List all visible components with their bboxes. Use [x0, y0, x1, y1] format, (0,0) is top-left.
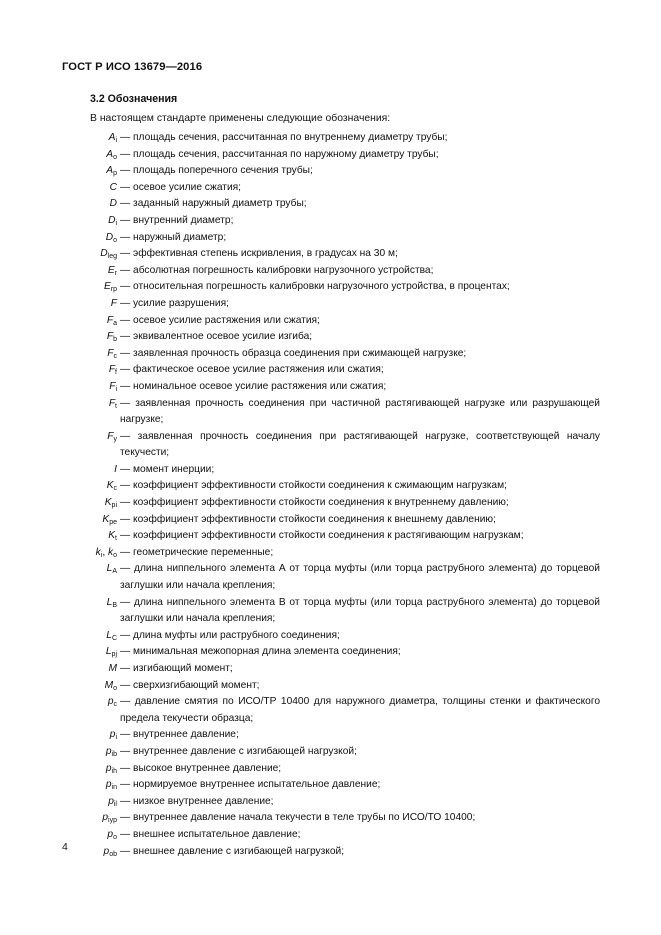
symbol-notation — [0, 313, 117, 330]
symbol-row — [0, 396, 661, 429]
symbol-letter: k — [108, 546, 114, 558]
symbol-subscript: leg — [107, 253, 117, 261]
symbol-row — [0, 844, 661, 861]
symbol-notation — [0, 528, 117, 545]
symbol-description: — минимальная межопорная длина элемента соединения; — [120, 644, 600, 661]
symbol-row — [0, 644, 661, 661]
symbol-description: — заявленная прочность соединения при растягивающей нагрузке, соответствующей началу текучести; — [120, 429, 600, 462]
symbol-letter: F — [109, 380, 116, 392]
symbol-row — [0, 761, 661, 778]
symbol-subscript: r — [114, 269, 117, 277]
symbol-description: — эквивалентное осевое усилие изгиба; — [120, 329, 600, 346]
symbol-notation — [0, 478, 117, 495]
symbol-subscript: c — [113, 701, 117, 709]
symbol-notation — [0, 794, 117, 811]
symbol-subscript: c — [113, 485, 117, 493]
symbol-letter: p — [105, 745, 112, 757]
symbol-notation — [0, 694, 117, 711]
symbol-description: — внутреннее давление с изгибающей нагрузкой; — [120, 744, 600, 761]
symbol-row — [0, 180, 661, 197]
symbol-description: — усилие разрушения; — [120, 296, 600, 313]
symbol-description: — длина ниппельного элемента А от торца муфты (или торца раструбного элемента) до торцевой заглушки или начала крепления; — [120, 561, 600, 594]
symbol-notation — [0, 495, 117, 512]
symbol-letter: F — [110, 297, 117, 309]
symbol-description: — внешнее давление с изгибающей нагрузкой; — [120, 844, 600, 861]
symbol-letter: p — [109, 729, 116, 741]
symbol-description: — внутреннее давление; — [120, 727, 600, 744]
symbol-letter: p — [105, 762, 112, 774]
symbol-letter: A — [106, 165, 114, 177]
symbol-description: — внутреннее давление начала текучести в теле трубы по ИСО/ТО 10400; — [120, 810, 600, 827]
symbol-letter: L — [106, 596, 113, 608]
symbol-row — [0, 230, 661, 247]
symbol-subscript: c — [113, 352, 117, 360]
symbol-description: — коэффициент эффективности стойкости соединения к сжимающим нагрузкам; — [120, 478, 600, 495]
symbol-description: — номинальное осевое усилие растяжения или сжатия; — [120, 379, 600, 396]
symbol-description: — эффективная степень искривления, в градусах на 30 м; — [120, 246, 600, 263]
symbol-notation — [0, 396, 117, 413]
symbol-letter: A — [108, 132, 116, 143]
symbol-subscript: o — [113, 684, 117, 692]
symbol-subscript: i — [115, 137, 117, 144]
symbol-row — [0, 827, 661, 844]
symbol-description: — заданный наружный диаметр трубы; — [120, 196, 600, 213]
symbol-letter: L — [106, 629, 112, 641]
document-header: ГОСТ Р ИСО 13679—2016 — [62, 61, 203, 73]
symbol-subscript: ih — [111, 767, 117, 775]
symbol-letter: F — [106, 331, 114, 343]
symbol-row — [0, 429, 661, 462]
symbol-row — [0, 313, 661, 330]
symbol-notation — [0, 595, 117, 612]
symbol-row — [0, 628, 661, 645]
symbol-description: — абсолютная погрешность калибровки нагрузочного устройства; — [120, 263, 600, 280]
symbol-subscript: ib — [111, 750, 117, 758]
symbol-notation — [0, 213, 117, 230]
symbol-row — [0, 595, 661, 628]
symbol-letter: K — [108, 530, 116, 542]
symbol-notation — [0, 844, 117, 861]
symbol-subscript: in — [111, 784, 117, 792]
symbol-row — [0, 462, 661, 479]
symbol-notation — [0, 362, 117, 379]
symbol-description: — заявленная прочность соединения при частичной растягивающей нагрузке или разрушающей нагрузке; — [120, 396, 600, 429]
symbol-letter: p — [105, 779, 112, 791]
symbol-notation — [0, 147, 117, 164]
symbol-letter: k — [95, 546, 101, 558]
symbol-letter: F — [106, 314, 114, 326]
symbol-notation — [0, 810, 117, 827]
symbol-letter: E — [103, 281, 111, 293]
symbol-description: — низкое внутреннее давление; — [120, 794, 600, 811]
symbol-description: — заявленная прочность образца соединения при сжимающей нагрузке; — [120, 346, 600, 363]
symbol-description: — площадь поперечного сечения трубы; — [120, 163, 600, 180]
symbol-row — [0, 130, 661, 147]
symbol-letter: I — [114, 463, 117, 475]
symbol-letter: M — [104, 679, 114, 691]
symbol-row — [0, 661, 661, 678]
symbol-description: — коэффициент эффективности стойкости соединения к растягивающим нагрузкам; — [120, 528, 600, 545]
symbol-row — [0, 213, 661, 230]
symbol-description: — площадь сечения, рассчитанная по наружному диаметру трубы; — [120, 147, 600, 164]
symbol-letter: F — [108, 364, 116, 376]
symbol-letter: L — [105, 646, 112, 658]
symbol-description: — сверхизгибающий момент; — [120, 678, 600, 695]
symbol-notation — [0, 727, 117, 744]
symbol-notation — [0, 777, 117, 794]
symbol-subscript: p — [113, 170, 117, 178]
symbol-row — [0, 246, 661, 263]
symbol-notation — [0, 644, 117, 661]
symbol-letter: p — [107, 696, 114, 708]
symbol-row — [0, 196, 661, 213]
symbol-row — [0, 512, 661, 529]
symbol-description: — давление смятия по ИСО/ТР 10400 для наружного диаметра, толщины стенки и фактического предела текучести образца; — [120, 694, 600, 727]
symbol-subscript: pi — [111, 502, 117, 510]
section-intro: В настоящем стандарте применены следующие обозначения: — [90, 113, 391, 124]
symbol-subscript: pj — [111, 651, 117, 659]
symbol-notation — [0, 512, 117, 529]
symbol-description: — изгибающий момент; — [120, 661, 600, 678]
symbol-row — [0, 777, 661, 794]
symbol-row — [0, 727, 661, 744]
symbol-row — [0, 810, 661, 827]
symbol-letter: D — [105, 231, 114, 243]
page-number: 4 — [62, 842, 68, 853]
symbol-letter: D — [108, 214, 116, 226]
symbol-letter: L — [106, 563, 113, 575]
symbol-row — [0, 545, 661, 562]
symbol-notation — [0, 744, 117, 761]
symbol-description: — геометрические переменные; — [120, 545, 600, 562]
symbol-letter: D — [109, 198, 117, 210]
symbols-list — [0, 130, 661, 860]
symbol-row — [0, 794, 661, 811]
symbol-notation — [0, 827, 117, 844]
symbol-letter: A — [106, 148, 114, 160]
symbol-row — [0, 329, 661, 346]
symbol-description: — осевое усилие растяжения или сжатия; — [120, 313, 600, 330]
symbol-row — [0, 379, 661, 396]
symbol-subscript: t — [115, 535, 117, 543]
symbol-letter: K — [104, 497, 112, 509]
symbol-notation — [0, 628, 117, 645]
symbol-description: — длина муфты или раструбного соединения; — [120, 628, 600, 645]
symbol-notation — [0, 761, 117, 778]
symbol-description: — внешнее испытательное давление; — [120, 827, 600, 844]
symbol-description: — длина ниппельного элемента В от торца муфты (или торца раструбного элемента) до торцевой заглушки или начала крепления; — [120, 595, 600, 628]
symbol-notation — [0, 180, 117, 197]
symbol-subscript: t — [115, 402, 117, 410]
symbol-row — [0, 678, 661, 695]
symbol-subscript: i — [115, 385, 117, 393]
symbol-letter: D — [100, 248, 108, 260]
symbol-row — [0, 263, 661, 280]
symbol-row — [0, 561, 661, 594]
symbol-notation — [0, 246, 117, 263]
symbol-row — [0, 163, 661, 180]
symbol-notation — [0, 462, 117, 479]
symbol-notation — [0, 263, 117, 280]
symbol-letter: C — [109, 181, 117, 193]
symbol-notation — [0, 196, 117, 213]
symbol-notation — [0, 346, 117, 363]
symbol-description: — нормируемое внутреннее испытательное давление; — [120, 777, 600, 794]
symbol-subscript: b — [113, 336, 117, 344]
symbol-description: — высокое внутреннее давление; — [120, 761, 600, 778]
symbol-notation — [0, 279, 117, 296]
symbol-letter: E — [107, 264, 115, 276]
symbol-subscript: ob — [109, 850, 117, 858]
symbol-row — [0, 362, 661, 379]
symbol-description: — фактическое осевое усилие растяжения или сжатия; — [120, 362, 600, 379]
symbol-row — [0, 147, 661, 164]
symbol-notation — [0, 561, 117, 578]
symbol-notation — [0, 379, 117, 396]
symbol-subscript: B — [112, 601, 117, 609]
symbol-subscript: i — [115, 219, 117, 227]
symbol-letter: F — [108, 397, 116, 409]
symbol-letter: p — [107, 828, 114, 840]
symbol-letter: p — [108, 795, 114, 807]
symbol-subscript: i — [115, 734, 117, 742]
symbol-notation — [0, 130, 117, 147]
symbol-row — [0, 478, 661, 495]
symbol-notation — [0, 661, 117, 678]
symbol-letter: p — [102, 812, 109, 824]
symbol-description: — относительная погрешность калибровки нагрузочного устройства, в процентах; — [120, 279, 600, 296]
symbol-subscript: il — [113, 800, 117, 808]
symbol-letter: K — [102, 513, 110, 525]
symbol-letter: F — [107, 347, 114, 359]
symbol-notation — [0, 163, 117, 180]
symbol-letter: K — [106, 480, 114, 492]
symbol-description: — момент инерции; — [120, 462, 600, 479]
symbol-row — [0, 346, 661, 363]
symbol-notation — [0, 429, 117, 446]
symbol-subscript: y — [113, 435, 117, 443]
symbol-subscript: i — [100, 551, 103, 559]
symbol-subscript: o — [113, 236, 117, 244]
symbol-row — [0, 528, 661, 545]
symbol-description: — внутренний диаметр; — [120, 213, 600, 230]
symbol-notation — [0, 678, 117, 695]
symbol-letter: p — [103, 845, 110, 857]
symbol-subscript: A — [112, 568, 117, 576]
symbol-description: — площадь сечения, рассчитанная по внутреннему диаметру трубы; — [120, 130, 600, 147]
symbol-subscript: o — [113, 833, 117, 841]
symbol-description: — коэффициент эффективности стойкости соединения к внутреннему давлению; — [120, 495, 600, 512]
symbol-notation — [0, 329, 117, 346]
symbol-letter: F — [107, 430, 114, 442]
symbol-subscript: pe — [109, 518, 117, 526]
section-title: 3.2 Обозначения — [90, 93, 178, 105]
symbol-notation: $k_i$, $k_o$ — [95, 546, 117, 559]
symbol-letter: M — [108, 663, 117, 674]
symbol-description: — осевое усилие сжатия; — [120, 180, 600, 197]
symbol-subscript: iyp — [108, 817, 117, 825]
symbol-row — [0, 495, 661, 512]
symbol-description: — наружный диаметр; — [120, 230, 600, 247]
symbol-notation — [0, 230, 117, 247]
symbol-row — [0, 296, 661, 313]
symbol-row — [0, 279, 661, 296]
symbol-description: — коэффициент эффективности стойкости соединения к внешнему давлению; — [120, 512, 600, 529]
symbol-subscript: rp — [110, 286, 117, 294]
symbol-notation — [0, 296, 117, 313]
symbol-subscript: C — [111, 634, 117, 642]
symbol-row — [0, 694, 661, 727]
symbol-subscript: a — [113, 319, 117, 327]
symbol-subscript: f — [115, 369, 117, 377]
symbol-row — [0, 744, 661, 761]
symbol-subscript: o — [113, 551, 117, 559]
symbol-subscript: o — [113, 153, 117, 161]
